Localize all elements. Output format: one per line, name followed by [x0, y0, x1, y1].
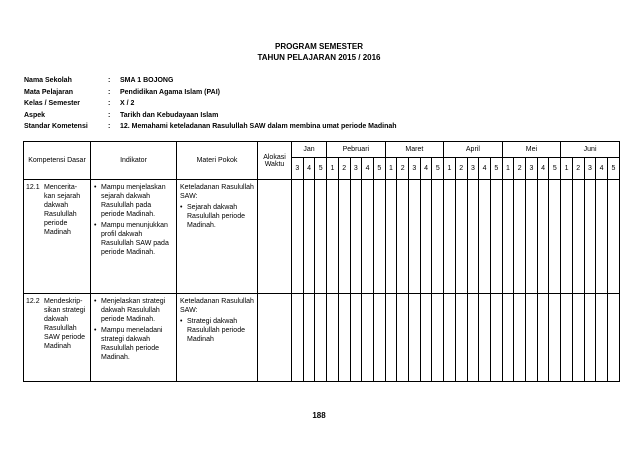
week-header: 2	[338, 158, 350, 180]
info-value: Pendidikan Agama Islam (PAI)	[120, 88, 220, 96]
indikator-item: • Mampu meneladani strategi dakwah Rasulullah periode Madinah.	[94, 326, 174, 362]
schedule-cell	[584, 180, 596, 294]
week-header: 4	[479, 158, 491, 180]
schedule-cell	[490, 180, 502, 294]
schedule-cell	[596, 180, 608, 294]
schedule-cell	[607, 294, 619, 382]
schedule-cell	[607, 180, 619, 294]
indikator-item: • Mampu menjelaskan sejarah dakwah Rasulullah pada periode Madinah.	[94, 183, 174, 219]
info-colon: :	[108, 77, 111, 84]
week-header: 4	[303, 158, 315, 180]
schedule-cell	[549, 294, 561, 382]
schedule-cell	[444, 180, 456, 294]
schedule-cell	[526, 180, 538, 294]
schedule-cell	[584, 294, 596, 382]
schedule-cell	[362, 180, 374, 294]
kd-number: 12.1	[26, 184, 40, 191]
week-header: 4	[420, 158, 432, 180]
week-header: 2	[572, 158, 584, 180]
indikator-cell	[91, 294, 177, 382]
schedule-cell	[373, 180, 385, 294]
info-colon: :	[108, 111, 111, 119]
materi-title: Keteladanan Rasulullah SAW:	[180, 184, 254, 200]
materi-cell	[177, 180, 258, 294]
schedule-cell	[572, 180, 584, 294]
kd-cell	[24, 294, 91, 382]
schedule-cell	[315, 180, 327, 294]
page-title: PROGRAM SEMESTER	[274, 42, 363, 51]
week-header: 1	[561, 158, 573, 180]
kd-number: 12.2	[26, 298, 40, 305]
schedule-cell	[502, 294, 514, 382]
schedule-cell	[362, 294, 374, 382]
info-label: Kelas / Semester	[24, 100, 81, 108]
header-indikator: Indikator	[91, 142, 177, 180]
info-colon: :	[108, 100, 111, 108]
schedule-cell	[537, 180, 549, 294]
info-colon: :	[108, 88, 111, 96]
identity-block	[24, 77, 397, 135]
week-header: 3	[467, 158, 479, 180]
schedule-cell	[397, 180, 409, 294]
schedule-cell	[338, 180, 350, 294]
kd-text: Mendeskrip-sikan strategi dakwah Rasulullah SAW periode Madinah	[44, 298, 86, 350]
kd-cell	[24, 180, 91, 294]
week-header: 5	[373, 158, 385, 180]
week-header: 3	[584, 158, 596, 180]
schedule-cell	[432, 294, 444, 382]
schedule-cell	[514, 294, 526, 382]
schedule-cell	[350, 180, 362, 294]
schedule-cell	[292, 180, 304, 294]
indikator-item: • Mampu menunjukkan profil dakwah Rasulullah SAW pada periode Madinah.	[94, 221, 174, 257]
schedule-cell	[397, 294, 409, 382]
week-header: 5	[315, 158, 327, 180]
schedule-cell	[549, 180, 561, 294]
alokasi-cell	[258, 180, 292, 294]
schedule-cell	[467, 294, 479, 382]
schedule-cell	[561, 180, 573, 294]
kd-text: Mencerita-kan sejarah dakwah Rasulullah periode Madinah	[44, 184, 81, 236]
schedule-cell	[409, 294, 421, 382]
month-header: Pebruari	[327, 142, 386, 158]
materi-cell	[177, 294, 258, 382]
week-header: 1	[502, 158, 514, 180]
schedule-cell	[292, 294, 304, 382]
schedule-cell	[561, 294, 573, 382]
schedule-cell	[385, 180, 397, 294]
week-header: 4	[362, 158, 374, 180]
materi-title: Keteladanan Rasulullah SAW:	[180, 298, 254, 314]
schedule-cell	[514, 180, 526, 294]
info-value: 12. Memahami keteladanan Rasulullah SAW dalam membina umat periode Madinah	[120, 123, 397, 131]
info-label: Nama Sekolah	[24, 77, 72, 84]
schedule-cell	[490, 294, 502, 382]
materi-item: • Sejarah dakwah Rasulullah periode Madinah.	[180, 203, 255, 230]
schedule-cell	[479, 294, 491, 382]
schedule-cell	[327, 180, 339, 294]
page-subtitle: TAHUN PELAJARAN 2015 / 2016	[257, 53, 381, 62]
month-header: Juni	[561, 142, 620, 158]
month-header: Jan	[292, 142, 327, 158]
table-row	[24, 294, 620, 382]
table-header-row	[24, 142, 620, 158]
indikator-item: • Menjelaskan strategi dakwah Rasulullah periode Madinah.	[94, 297, 174, 324]
schedule-cell	[409, 180, 421, 294]
schedule-cell	[327, 294, 339, 382]
week-header: 5	[549, 158, 561, 180]
indikator-cell	[91, 180, 177, 294]
table-row	[24, 180, 620, 294]
info-row-class	[24, 100, 397, 112]
info-row-school	[24, 77, 397, 89]
schedule-cell	[467, 180, 479, 294]
schedule-cell	[444, 294, 456, 382]
week-header: 4	[537, 158, 549, 180]
info-colon: :	[108, 123, 111, 131]
schedule-cell	[432, 180, 444, 294]
month-header: Maret	[385, 142, 444, 158]
header-materi-pokok: Materi Pokok	[177, 142, 258, 180]
header-alokasi-waktu: Alokasi Waktu	[258, 142, 292, 180]
month-header: Mei	[502, 142, 561, 158]
schedule-cell	[420, 294, 432, 382]
header-kompetensi-dasar: Kompetensi Dasar	[24, 142, 91, 180]
week-header: 4	[596, 158, 608, 180]
week-header: 1	[385, 158, 397, 180]
week-header: 3	[409, 158, 421, 180]
info-label: Aspek	[24, 111, 46, 119]
schedule-cell	[350, 294, 362, 382]
info-row-competency	[24, 123, 397, 135]
schedule-cell	[455, 294, 467, 382]
month-header: April	[444, 142, 503, 158]
materi-item: • Strategi dakwah Rasulullah periode Madinah	[180, 317, 255, 344]
week-header: 1	[444, 158, 456, 180]
schedule-cell	[596, 294, 608, 382]
schedule-table	[23, 141, 620, 382]
info-row-aspect	[24, 112, 397, 124]
schedule-cell	[373, 294, 385, 382]
info-label: Standar Kometensi	[24, 123, 88, 131]
schedule-cell	[385, 294, 397, 382]
week-header: 3	[350, 158, 362, 180]
info-value: X / 2	[120, 100, 135, 108]
schedule-cell	[537, 294, 549, 382]
page-number: 188	[312, 411, 326, 420]
schedule-cell	[572, 294, 584, 382]
info-label: Mata Pelajaran	[24, 88, 74, 96]
info-row-subject	[24, 89, 397, 101]
week-header: 2	[514, 158, 526, 180]
schedule-cell	[303, 294, 315, 382]
schedule-cell	[420, 180, 432, 294]
week-header: 5	[607, 158, 619, 180]
schedule-cell	[455, 180, 467, 294]
schedule-cell	[303, 180, 315, 294]
week-header: 1	[327, 158, 339, 180]
week-header: 5	[490, 158, 502, 180]
week-header: 2	[397, 158, 409, 180]
schedule-cell	[315, 294, 327, 382]
week-header: 5	[432, 158, 444, 180]
alokasi-cell	[258, 294, 292, 382]
schedule-cell	[526, 294, 538, 382]
week-header: 2	[455, 158, 467, 180]
info-value: SMA 1 BOJONG	[120, 77, 174, 84]
schedule-cell	[479, 180, 491, 294]
week-header: 3	[292, 158, 304, 180]
week-header: 3	[526, 158, 538, 180]
schedule-cell	[338, 294, 350, 382]
info-value: Tarikh dan Kebudayaan Islam	[120, 111, 219, 119]
schedule-cell	[502, 180, 514, 294]
